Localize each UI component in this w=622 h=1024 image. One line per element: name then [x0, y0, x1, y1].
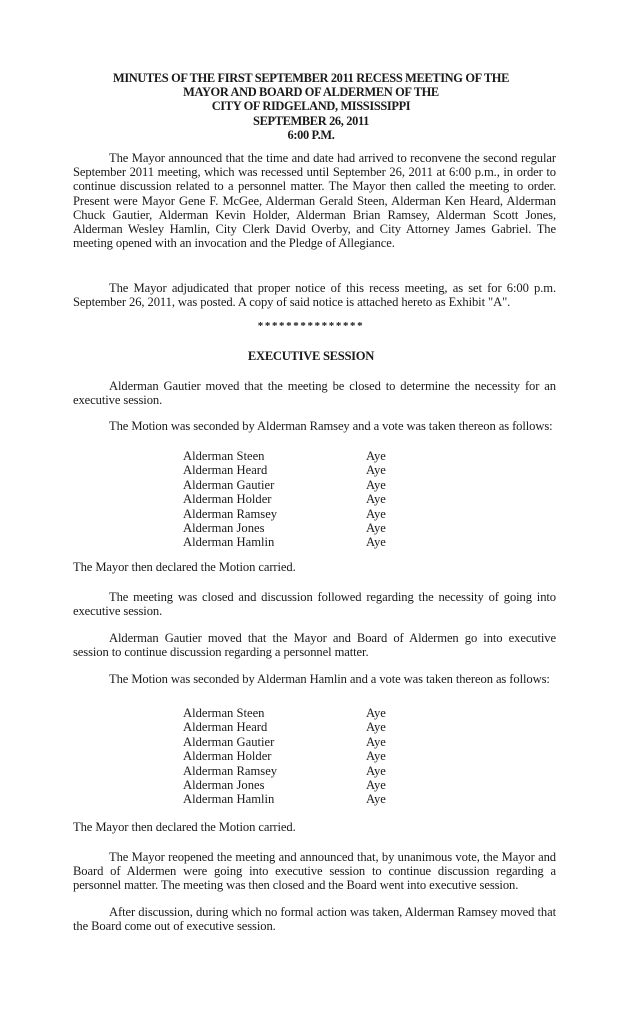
vote-value: Aye — [366, 749, 386, 764]
section-heading: EXECUTIVE SESSION — [247, 349, 375, 363]
vote-value: Aye — [366, 449, 386, 463]
second-paragraph-1: The Motion was seconded by Alderman Ramsey and a vote was taken thereon as follows: — [109, 419, 553, 433]
title-line: SEPTEMBER 26, 2011 — [253, 113, 369, 128]
vote-table-1 — [183, 449, 423, 550]
vote-row — [183, 735, 423, 749]
vote-value: Aye — [366, 506, 386, 521]
alderman-name: Alderman Steen — [183, 706, 265, 720]
after-paragraph: After discussion, during which no formal action was taken, Alderman Ramsey moved that the Board come out of executive session. — [73, 905, 556, 934]
vote-row — [183, 463, 423, 477]
vote-row — [183, 535, 423, 549]
alderman-name: Alderman Hamlin — [183, 535, 275, 550]
vote-row — [183, 507, 423, 521]
alderman-name: Alderman Ramsey — [183, 506, 278, 521]
vote-value: Aye — [366, 492, 386, 507]
alderman-name: Alderman Hamlin — [183, 792, 275, 807]
vote-row — [183, 749, 423, 763]
vote-value: Aye — [366, 777, 386, 792]
notice-paragraph: The Mayor adjudicated that proper notice of this recess meeting, as set for 6:00 p.m. September 26, 2011, was posted. A copy of said notice is attached hereto as Exhibit "A". — [73, 281, 556, 310]
vote-value: Aye — [366, 463, 386, 478]
vote-row — [183, 720, 423, 734]
vote-row — [183, 706, 423, 720]
vote-value: Aye — [366, 520, 386, 535]
document-title — [0, 71, 622, 142]
vote-value: Aye — [366, 763, 386, 778]
vote-value: Aye — [366, 477, 386, 492]
vote-row — [183, 792, 423, 806]
vote-row — [183, 492, 423, 506]
alderman-name: Alderman Heard — [183, 720, 268, 735]
reopened-paragraph: The Mayor reopened the meeting and announced that, by unanimous vote, the Mayor and Board of Aldermen were going into executive session to continue discussion regarding a personnel matter. The meeting was then closed and the Board went into executive session. — [73, 850, 556, 893]
title-line: MINUTES OF THE FIRST SEPTEMBER 2011 RECESS MEETING OF THE — [112, 71, 510, 85]
vote-value: Aye — [366, 720, 386, 735]
vote-value: Aye — [366, 792, 386, 807]
title-line: CITY OF RIDGELAND, MISSISSIPPI — [211, 99, 411, 114]
separator: *************** — [257, 320, 365, 332]
carried-paragraph-1: The Mayor then declared the Motion carried. — [73, 560, 296, 574]
carried-paragraph-2: The Mayor then declared the Motion carried. — [73, 820, 296, 834]
alderman-name: Alderman Gautier — [183, 734, 275, 749]
alderman-name: Alderman Holder — [183, 492, 272, 507]
alderman-name: Alderman Jones — [183, 777, 265, 792]
vote-value: Aye — [366, 706, 386, 720]
vote-row — [183, 449, 423, 463]
vote-row — [183, 764, 423, 778]
vote-value: Aye — [366, 734, 386, 749]
second-paragraph-2: The Motion was seconded by Alderman Hamlin and a vote was taken thereon as follows: — [109, 672, 550, 686]
vote-row — [183, 521, 423, 535]
opening-paragraph: The Mayor announced that the time and date had arrived to reconvene the second regular September 2011 meeting, which was recessed until September 26, 2011 at 6:00 p.m., in order to continue discussion related to a personnel matter. The Mayor then called the meeting to order. Present were Mayor Gene F. McGee, Alderman Gerald Steen, Alderman Ken Heard, Alderman Chuck Gautier, Alderman Kevin Holder, Alderman Brian Ramsey, Alderman Scott Jones, Alderman Wesley Hamlin, City Clerk David Overby, and City Attorney James Gabriel. The meeting opened with an invocation and the Pledge of Allegiance. — [73, 151, 556, 251]
title-line: 6:00 P.M. — [287, 127, 335, 142]
alderman-name: Alderman Gautier — [183, 477, 275, 492]
motion-paragraph-1: Alderman Gautier moved that the meeting be closed to determine the necessity for an executive session. — [73, 379, 556, 408]
closed-paragraph: The meeting was closed and discussion followed regarding the necessity of going into executive session. — [73, 590, 556, 619]
vote-table-2 — [183, 706, 423, 807]
motion-paragraph-2: Alderman Gautier moved that the Mayor and Board of Aldermen go into executive session to continue discussion regarding a personnel matter. — [73, 631, 556, 660]
alderman-name: Alderman Steen — [183, 449, 265, 463]
alderman-name: Alderman Heard — [183, 463, 268, 478]
vote-row — [183, 478, 423, 492]
vote-value: Aye — [366, 535, 386, 550]
title-line: MAYOR AND BOARD OF ALDERMEN OF THE — [183, 85, 439, 100]
alderman-name: Alderman Jones — [183, 520, 265, 535]
alderman-name: Alderman Ramsey — [183, 763, 278, 778]
vote-row — [183, 778, 423, 792]
alderman-name: Alderman Holder — [183, 749, 272, 764]
